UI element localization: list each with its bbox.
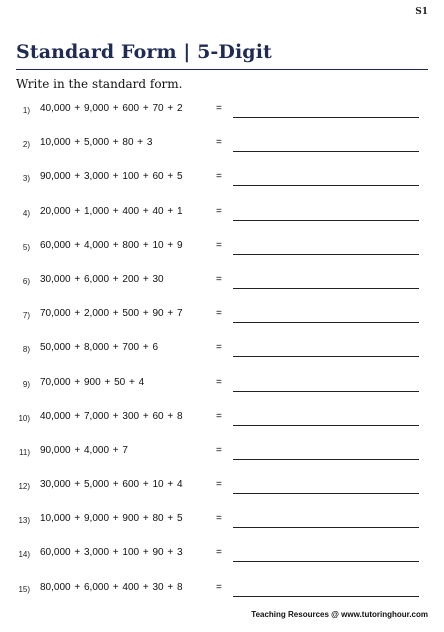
problem-row: [0, 335, 444, 369]
problem-number: 1): [22, 106, 30, 115]
equals-sign: =: [216, 444, 222, 456]
problem-number: 14): [18, 550, 30, 560]
equals-sign: =: [216, 103, 222, 114]
sheet-code: S1: [415, 7, 428, 17]
problem-row: [0, 233, 444, 267]
equals-sign: =: [216, 205, 222, 217]
equals-sign: =: [216, 342, 222, 354]
problem-number: 9): [22, 379, 30, 389]
answer-line[interactable]: [233, 117, 419, 118]
problem-expression: 70,000 + 2,000 + 500 + 90 + 7: [40, 308, 183, 320]
problem-number: 4): [22, 208, 30, 218]
title-divider: [16, 69, 428, 70]
problem-expression: 80,000 + 6,000 + 400 + 30 + 8: [40, 581, 183, 593]
problem-expression: 10,000 + 5,000 + 80 + 3: [40, 137, 153, 149]
equals-sign: =: [216, 239, 222, 251]
problem-row: [0, 575, 444, 609]
problem-row: [0, 438, 444, 472]
problem-row: [0, 506, 444, 540]
answer-line[interactable]: [233, 596, 419, 597]
problem-number: 8): [22, 345, 30, 355]
problem-row: [0, 267, 444, 301]
problem-expression: 40,000 + 9,000 + 600 + 70 + 2: [40, 103, 183, 114]
problem-row: [0, 370, 444, 404]
problem-expression: 30,000 + 6,000 + 200 + 30: [40, 273, 164, 285]
equals-sign: =: [216, 513, 222, 525]
problem-expression: 60,000 + 3,000 + 100 + 90 + 3: [40, 547, 183, 559]
problem-number: 3): [22, 174, 30, 184]
answer-line[interactable]: [233, 527, 419, 528]
equals-sign: =: [216, 137, 222, 149]
problem-row: [0, 199, 444, 233]
problem-row: [0, 96, 444, 130]
answer-line[interactable]: [233, 322, 419, 323]
problem-number: 15): [18, 584, 30, 594]
instruction-text: Write in the standard form.: [16, 77, 183, 91]
answer-line[interactable]: [233, 425, 419, 426]
problem-number: 13): [18, 516, 30, 526]
problem-row: [0, 130, 444, 164]
page-title: Standard Form | 5-Digit: [16, 41, 272, 63]
equals-sign: =: [216, 581, 222, 593]
problem-list: [0, 96, 444, 609]
problem-number: 7): [22, 311, 30, 321]
equals-sign: =: [216, 479, 222, 491]
equals-sign: =: [216, 273, 222, 285]
problem-number: 10): [18, 413, 30, 423]
problem-row: [0, 164, 444, 198]
problem-number: 5): [22, 242, 30, 252]
answer-line[interactable]: [233, 391, 419, 392]
problem-row: [0, 301, 444, 335]
problem-expression: 70,000 + 900 + 50 + 4: [40, 376, 145, 388]
problem-expression: 90,000 + 4,000 + 7: [40, 444, 128, 456]
problem-expression: 50,000 + 8,000 + 700 + 6: [40, 342, 159, 354]
problem-expression: 40,000 + 7,000 + 300 + 60 + 8: [40, 410, 183, 422]
problem-number: 12): [18, 482, 30, 492]
footer-credit: Teaching Resources @ www.tutoringhour.com: [251, 610, 428, 619]
answer-line[interactable]: [233, 561, 419, 562]
answer-line[interactable]: [233, 185, 419, 186]
problem-row: [0, 472, 444, 506]
problem-expression: 60,000 + 4,000 + 800 + 10 + 9: [40, 239, 183, 251]
problem-row: [0, 404, 444, 438]
problem-number: 6): [22, 276, 30, 286]
problem-expression: 90,000 + 3,000 + 100 + 60 + 5: [40, 171, 183, 183]
equals-sign: =: [216, 410, 222, 422]
answer-line[interactable]: [233, 356, 419, 357]
answer-line[interactable]: [233, 220, 419, 221]
equals-sign: =: [216, 171, 222, 183]
problem-row: [0, 540, 444, 574]
answer-line[interactable]: [233, 254, 419, 255]
problem-expression: 30,000 + 5,000 + 600 + 10 + 4: [40, 479, 183, 491]
answer-line[interactable]: [233, 151, 419, 152]
answer-line[interactable]: [233, 493, 419, 494]
answer-line[interactable]: [233, 288, 419, 289]
problem-number: 11): [19, 447, 30, 457]
problem-expression: 20,000 + 1,000 + 400 + 40 + 1: [40, 205, 183, 217]
problem-expression: 10,000 + 9,000 + 900 + 80 + 5: [40, 513, 183, 525]
equals-sign: =: [216, 376, 222, 388]
equals-sign: =: [216, 308, 222, 320]
answer-line[interactable]: [233, 459, 419, 460]
problem-number: 2): [22, 140, 30, 150]
equals-sign: =: [216, 547, 222, 559]
